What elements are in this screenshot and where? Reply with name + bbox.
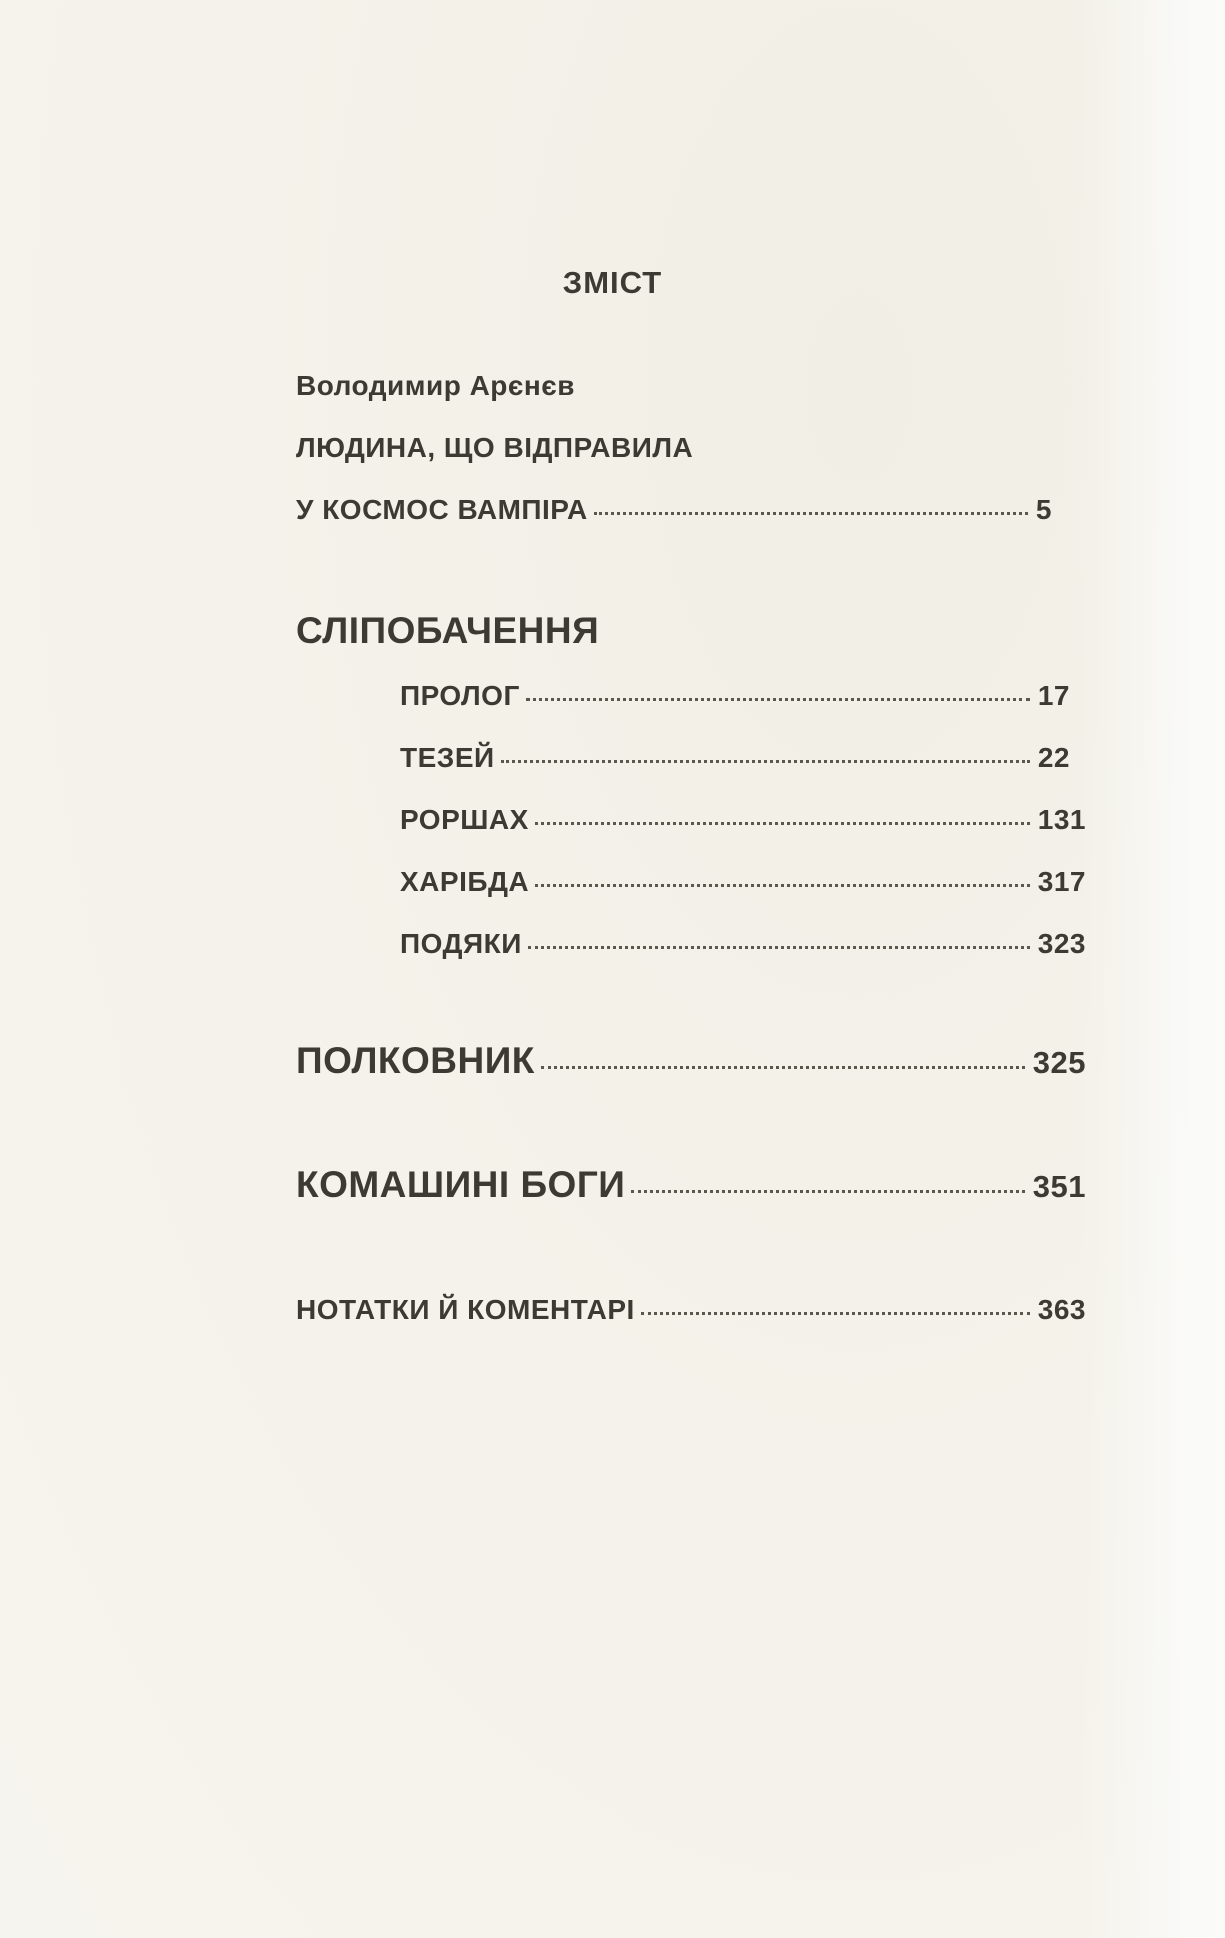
toc-entry-page: 323 xyxy=(1037,928,1086,959)
toc-entry-label: ПОДЯКИ xyxy=(400,928,522,959)
toc-entry-label: РОРШАХ xyxy=(400,804,529,835)
intro-author: Володимир Арєнєв xyxy=(296,370,575,401)
intro-title-line1: ЛЮДИНА, ЩО ВІДПРАВИЛА xyxy=(296,432,694,463)
dot-leader xyxy=(594,512,1028,515)
toc-entry-notes xyxy=(296,1294,1086,1326)
toc-entry-label: НОТАТКИ Й КОМЕНТАРІ xyxy=(296,1294,635,1325)
toc-entry-page: 351 xyxy=(1032,1169,1086,1204)
toc-entry-page: 131 xyxy=(1037,804,1086,835)
toc-entry-chapter xyxy=(400,680,1070,712)
page-title: ЗМІСТ xyxy=(562,265,663,300)
dot-leader xyxy=(535,884,1030,887)
dot-leader xyxy=(501,760,1030,763)
toc-entry-page: 22 xyxy=(1037,742,1070,773)
dot-leader xyxy=(631,1190,1024,1193)
section-title-slipobachennia: СЛІПОБАЧЕННЯ xyxy=(296,610,600,651)
toc-entry-intro xyxy=(296,494,1052,526)
toc-entry-label: ПРОЛОГ xyxy=(400,680,520,711)
toc-entry-bohy xyxy=(296,1164,1086,1206)
toc-entry-chapter xyxy=(400,928,1086,960)
toc-entry-page: 325 xyxy=(1032,1045,1086,1080)
toc-entry-label: У КОСМОС ВАМПІРА xyxy=(296,494,588,525)
toc-entry-polkovnyk xyxy=(296,1040,1086,1082)
dot-leader xyxy=(641,1312,1030,1315)
toc-entry-chapter xyxy=(400,804,1086,836)
toc-entry-page: 17 xyxy=(1037,680,1070,711)
toc-entry-chapter xyxy=(400,866,1086,898)
dot-leader xyxy=(535,822,1030,825)
dot-leader xyxy=(528,946,1030,949)
toc-entry-label: ХАРІБДА xyxy=(400,866,530,897)
dot-leader xyxy=(541,1066,1025,1069)
toc-entry-label: ТЕЗЕЙ xyxy=(400,742,495,773)
toc-entry-page: 317 xyxy=(1037,866,1086,897)
toc-entry-label: ПОЛКОВНИК xyxy=(296,1040,535,1081)
toc-entry-label: КОМАШИНІ БОГИ xyxy=(296,1164,626,1205)
toc-entry-chapter xyxy=(400,742,1070,774)
toc-entry-page: 363 xyxy=(1037,1294,1086,1325)
toc-entry-page: 5 xyxy=(1035,494,1052,525)
dot-leader xyxy=(526,698,1030,701)
